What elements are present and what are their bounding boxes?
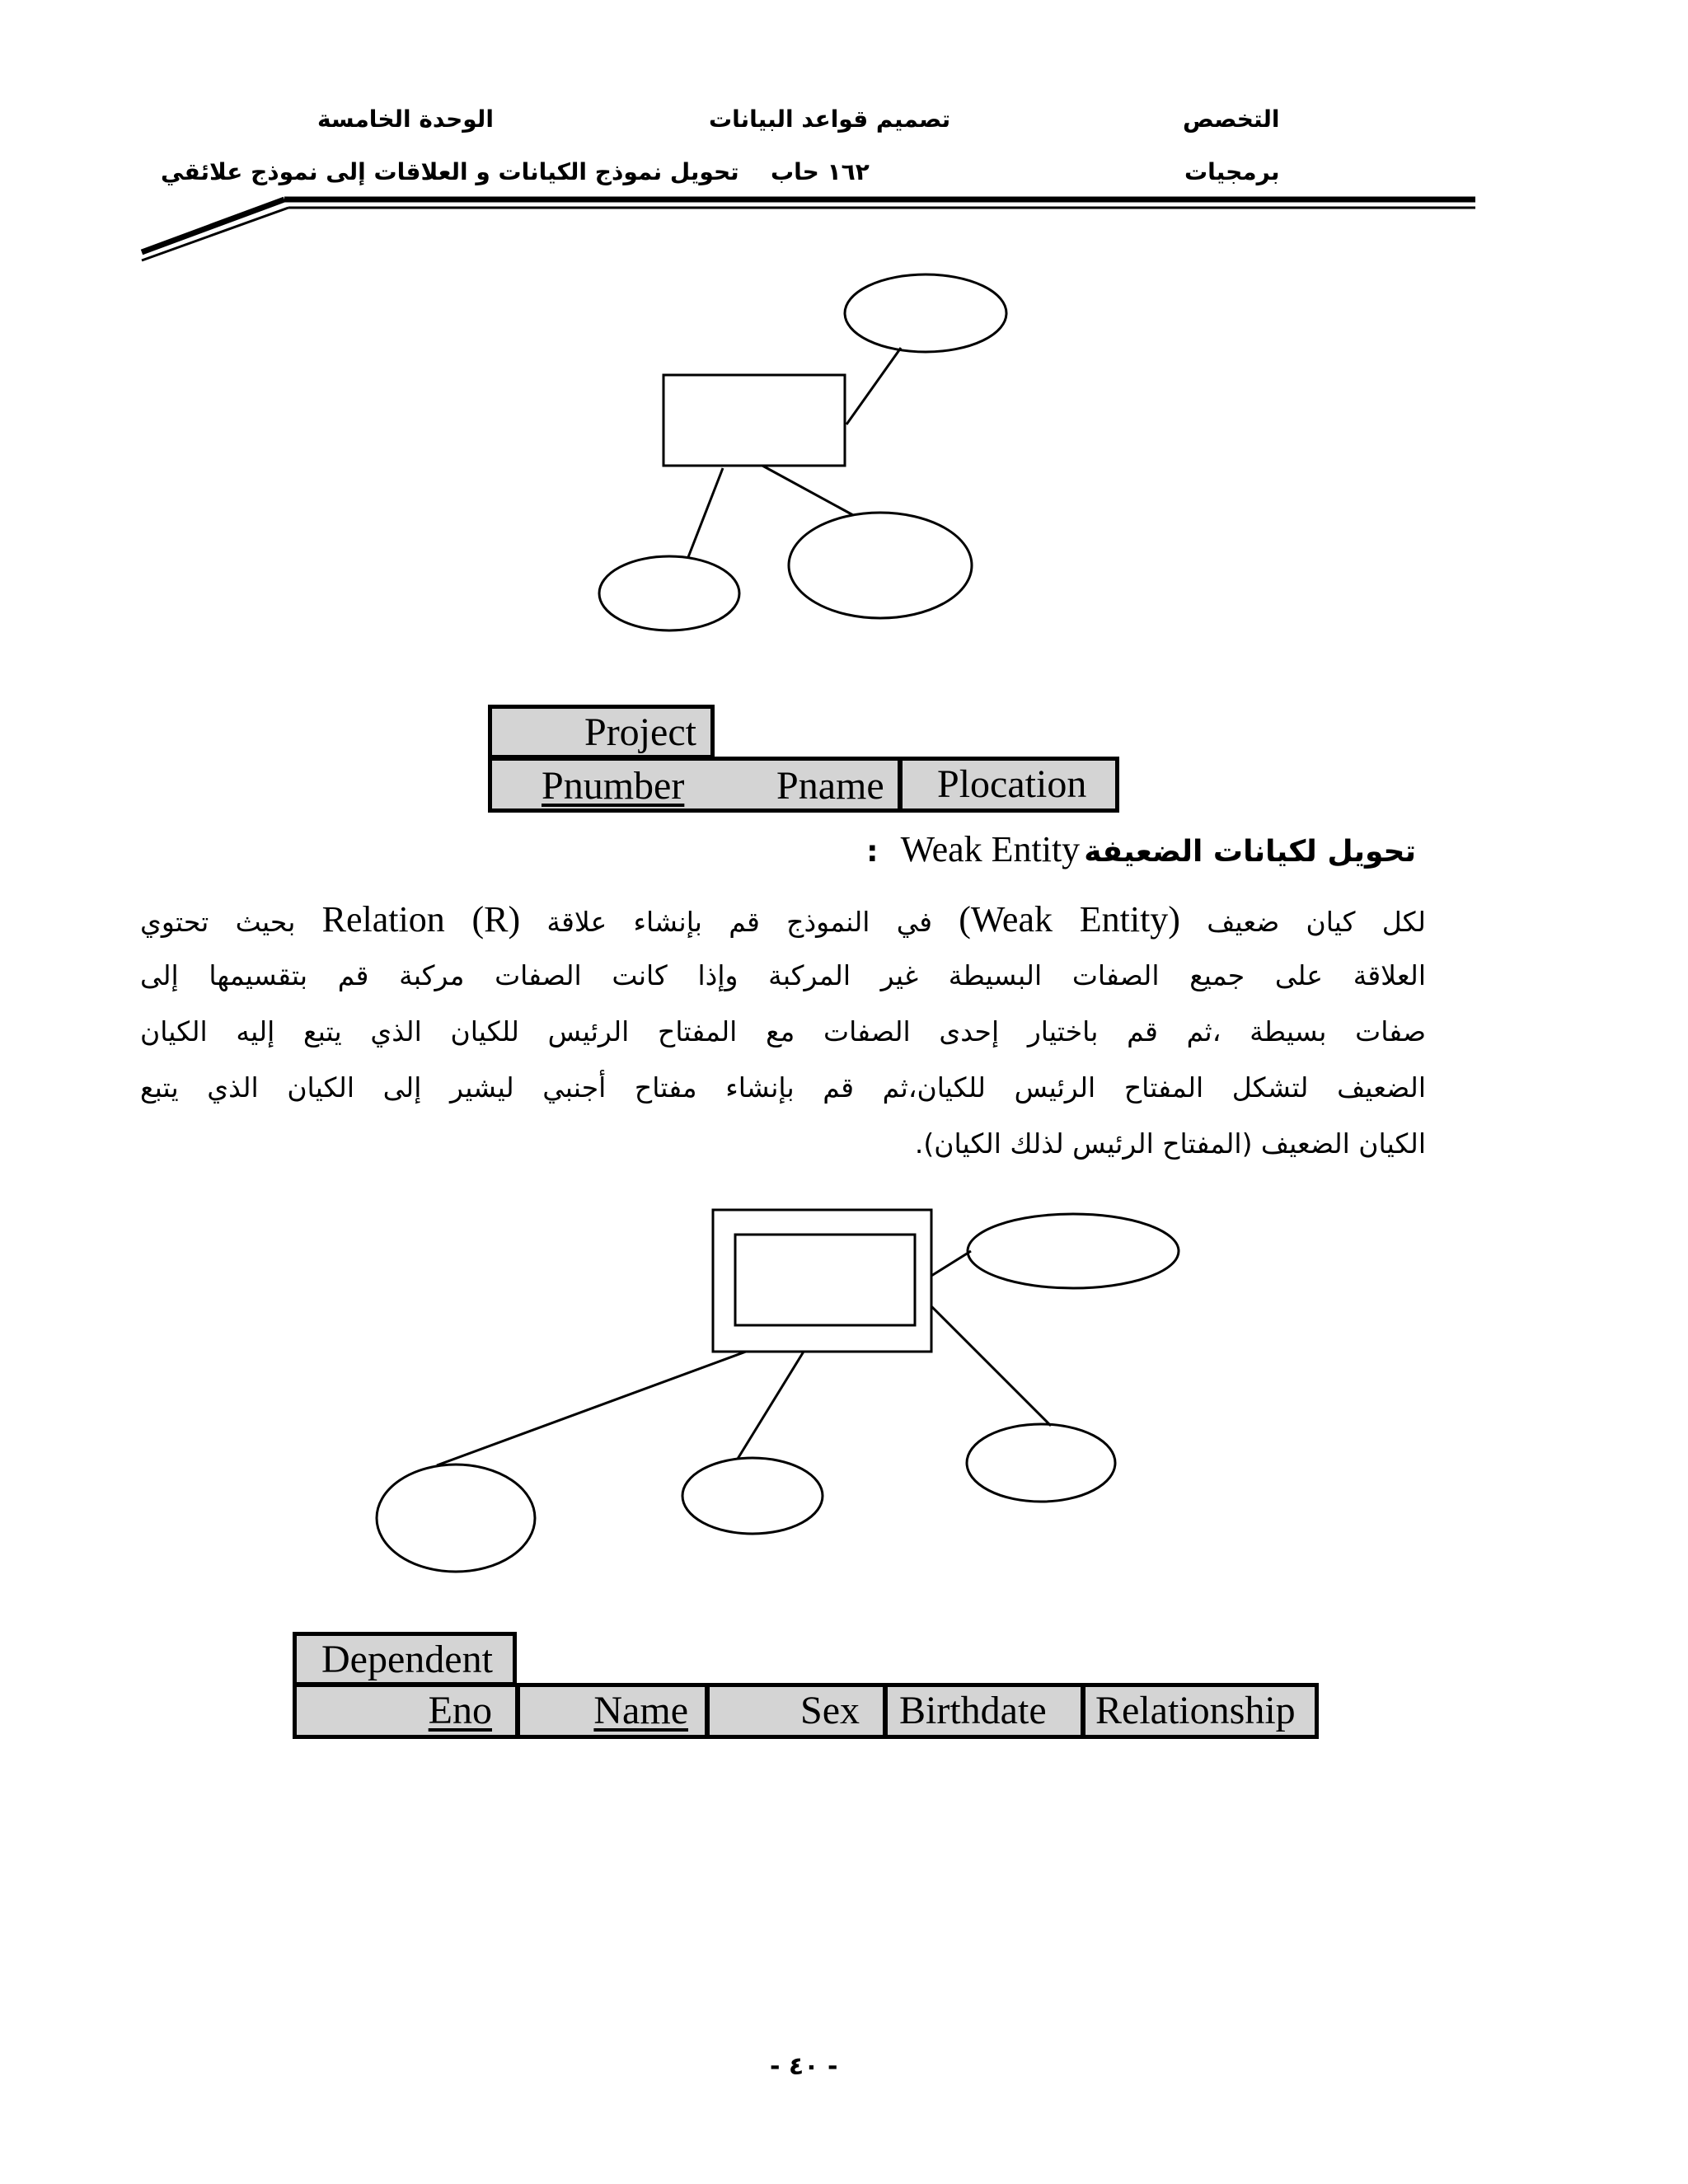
attribute-ellipse <box>845 274 1006 352</box>
section-heading <box>866 828 1416 870</box>
dependent-attr-relationship-cell <box>1081 1683 1319 1739</box>
paragraph-line-4: الضعيف لتشكل المفتاح الرئيس للكيان،ثم قم بإنشاء مفتاح أجنبي ليشير إلى الكيان الذي يتبع <box>140 1071 1426 1104</box>
attribute-ellipse <box>682 1458 823 1534</box>
header-specialty-label: التخصص <box>1183 105 1280 133</box>
project-entity-label: Project <box>584 710 696 754</box>
er-diagram-entity <box>0 272 1688 651</box>
project-entity-name <box>488 705 715 759</box>
header-specialty-value: برمجيات <box>1184 158 1280 185</box>
er-diagram-weak-entity <box>0 1187 1688 1582</box>
project-attr-plocation-cell <box>898 757 1119 813</box>
project-attr-pname: Pname <box>776 764 884 808</box>
weak-entity-inner-rectangle <box>735 1235 915 1325</box>
attribute-ellipse <box>599 556 739 630</box>
section-colon: : <box>866 835 879 869</box>
dependent-attr-sex: Sex <box>800 1689 860 1732</box>
header-rule <box>0 0 1688 272</box>
section-title-en: Weak Entity <box>900 829 1081 869</box>
dependent-entity-name <box>293 1632 517 1686</box>
header-course-code: ١٦٢ حاب <box>771 158 870 185</box>
section-title-ar: تحويل لكيانات الضعيفة <box>1084 835 1416 869</box>
attribute-ellipse <box>377 1465 535 1572</box>
project-attr-pnumber: Pnumber <box>542 764 685 808</box>
dependent-attr-birthdate: Birthdate <box>899 1689 1047 1732</box>
paragraph-text: بحيث تحتوي <box>140 906 296 938</box>
header-unit-label: الوحدة الخامسة <box>317 105 494 133</box>
dependent-attr-eno: Eno <box>428 1689 492 1732</box>
dependent-attr-name: Name <box>593 1689 688 1732</box>
dependent-attr-relationship: Relationship <box>1095 1689 1296 1732</box>
dependent-attr-name-cell <box>516 1683 709 1739</box>
paragraph-line-1 <box>140 892 1426 948</box>
dependent-entity-label: Dependent <box>321 1638 493 1681</box>
dependent-attr-eno-cell <box>293 1683 519 1739</box>
attribute-ellipse <box>789 513 972 618</box>
attribute-ellipse <box>967 1424 1115 1502</box>
paragraph-line-3: صفات بسيطة ،ثم قم باختيار إحدى الصفات مع المفتاح الرئيس للكيان الذي يتبع إليه الكيان <box>140 1015 1426 1047</box>
paragraph-text: لكل كيان ضعيف <box>1207 906 1426 938</box>
paragraph-line-5: الكيان الضعيف (المفتاح الرئيس لذلك الكيان). <box>914 1127 1426 1160</box>
dependent-attr-sex-cell <box>706 1683 887 1739</box>
project-attr-plocation: Plocation <box>937 762 1087 806</box>
header-course-label: تصميم قواعد البيانات <box>709 105 951 133</box>
attribute-ellipse <box>968 1214 1179 1288</box>
paragraph-text: في النموذج قم بإنشاء علاقة <box>546 906 933 938</box>
entity-rectangle <box>663 375 845 466</box>
paragraph-term: Relation (R) <box>321 899 521 940</box>
page-number: - ٤٠ - <box>770 2052 838 2081</box>
project-attr-group <box>488 757 902 813</box>
paragraph-line-2: العلاقة على جميع الصفات البسيطة غير المركبة وإذا كانت الصفات مركبة قم بتقسيمها إلى <box>140 959 1426 991</box>
paragraph-term: (Weak Entity) <box>959 899 1180 940</box>
header-unit-title: تحويل نموذج الكيانات و العلاقات إلى نموذج علائقي <box>161 158 739 185</box>
dependent-attr-birthdate-cell <box>884 1683 1085 1739</box>
section-paragraph <box>140 892 1426 1172</box>
